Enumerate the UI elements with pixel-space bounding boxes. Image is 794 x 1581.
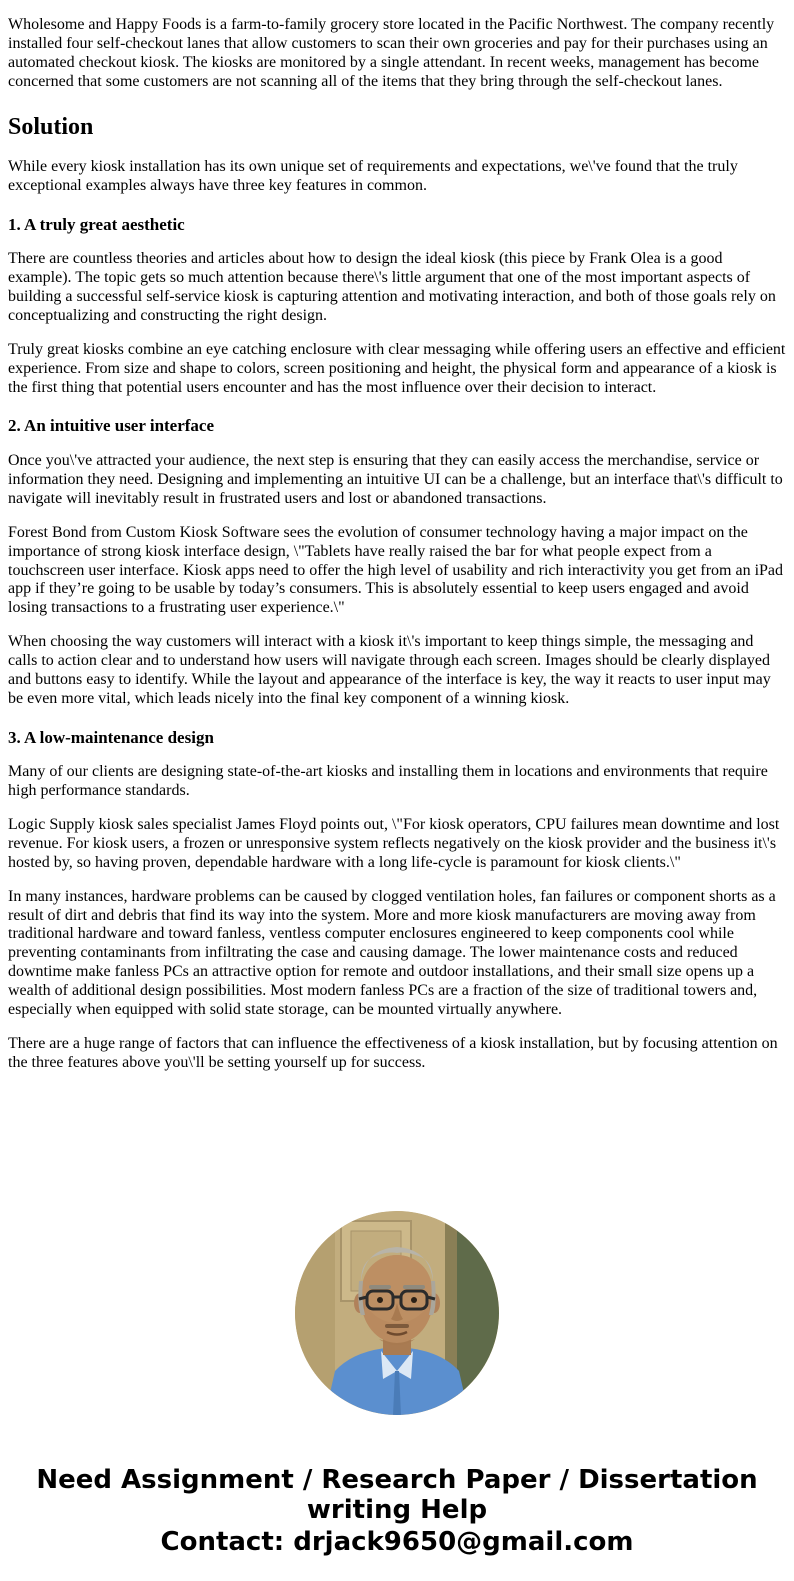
intro-paragraph: Wholesome and Happy Foods is a farm-to-family grocery store located in the Pacific Northwest. The company recently installed four self-checkout lanes that allow customers to scan their own groceries and pay for their purchases using an automated checkout kiosk. The kiosks are monitored by a single attendant. In recent weeks, management has become concerned that some customers are not scanning all of the items that they bring through the self-checkout lanes. [8,16,775,90]
feature-2-paragraph-3: When choosing the way customers will interact with a kiosk it\'s important to keep things simple, the messaging and calls to action clear and to understand how users will navigate through each screen. Images should be clearly displayed and buttons easy to identify. While the layout and appearance of the interface is key, the way it reacts to user input may be even more vital, which leads nicely into the final key component of a winning kiosk. [8,633,771,707]
feature-1-paragraph-2: Truly great kiosks combine an eye catching enclosure with clear messaging while offering users an effective and efficient experience. From size and shape to colors, screen positioning and height, the physical form and appearance of a kiosk is the first thing that potential users encounter and has the most influence over their decision to interact. [8,340,786,396]
portrait-photo-icon [295,1211,499,1415]
feature-3-heading: 3. A low-maintenance design [8,727,214,747]
feature-3-paragraph-3: In many instances, hardware problems can be caused by clogged ventilation holes, fan failures or component shorts as a result of dirt and debris that find its way into the system. More and more kiosk manufacturers are moving away from traditional hardware and toward fanless, ventless computer enclosures engineered to keep components cool while preventing contaminants from infiltrating the case and causing damage. The lower maintenance costs and reduced downtime make fanless PCs an attractive option for remote and outdoor installations, and their small size opens up a wealth of additional design possibilities. Most modern fanless PCs are a fraction of the size of traditional towers and, especially when equipped with solid state storage, can be mounted virtually anywhere. [8,887,776,1018]
feature-2-heading: 2. An intuitive user interface [8,416,215,436]
avatar-container [8,1211,786,1415]
help-offer-text: Need Assignment / Research Paper / Dissertation writing Help [36,1464,758,1525]
feature-2-paragraph-1: Once you\'ve attracted your audience, the next step is ensuring that they can easily access the merchandise, service or information they need. Designing and implementing an intuitive UI can be a challenge, but an interface that\'s difficult to navigate will inevitably result in frustrated users and lost or abandoned transactions. [8,452,783,507]
feature-2-paragraph-2: Forest Bond from Custom Kiosk Software sees the evolution of consumer technology having a major impact on the importance of strong kiosk interface design, \"Tablets have really raised the bar for what people expect from a touchscreen user interface. Kiosk apps need to offer the high level of usability and rich interactivity you get from an iPad app if they’re going to be usable by today’s consumers. This is absolutely essential to keep users engaged and avoid losing transactions to a frustrating user experience.\" [8,523,784,617]
avatar [295,1211,499,1415]
footer-banner [8,1465,786,1557]
solution-intro-paragraph: While every kiosk installation has its own unique set of requirements and expectations, we\'ve found that the truly exceptional examples always have three key features in common. [8,157,738,194]
feature-3-paragraph-1: Many of our clients are designing state-of-the-art kiosks and installing them in locations and environments that require high performance standards. [8,763,768,800]
feature-1-paragraph-1: There are countless theories and articles about how to design the ideal kiosk (this piece by Frank Olea is a good example). The topic gets so much attention because there\'s little argument that one of the most important aspects of building a successful self-service kiosk is capturing attention and motivating interaction, and both of those goals rely on conceptualizing and constructing the right design. [8,250,776,324]
closing-paragraph: There are a huge range of factors that can influence the effectiveness of a kiosk installation, but by focusing attention on the three features above you\'ll be setting yourself up for success. [8,1034,778,1071]
feature-3-paragraph-2: Logic Supply kiosk sales specialist James Floyd points out, \"For kiosk operators, CPU failures mean downtime and lost revenue. For kiosk users, a frozen or unresponsive system reflects negatively on the kiosk provider and the business it\'s hosted by, so having proven, dependable hardware with a long life-cycle is paramount for kiosk clients.\" [8,816,780,871]
feature-1-heading: 1. A truly great aesthetic [8,214,185,234]
contact-email-text: Contact: drjack9650@gmail.com [160,1526,634,1557]
solution-heading: Solution [8,113,94,140]
